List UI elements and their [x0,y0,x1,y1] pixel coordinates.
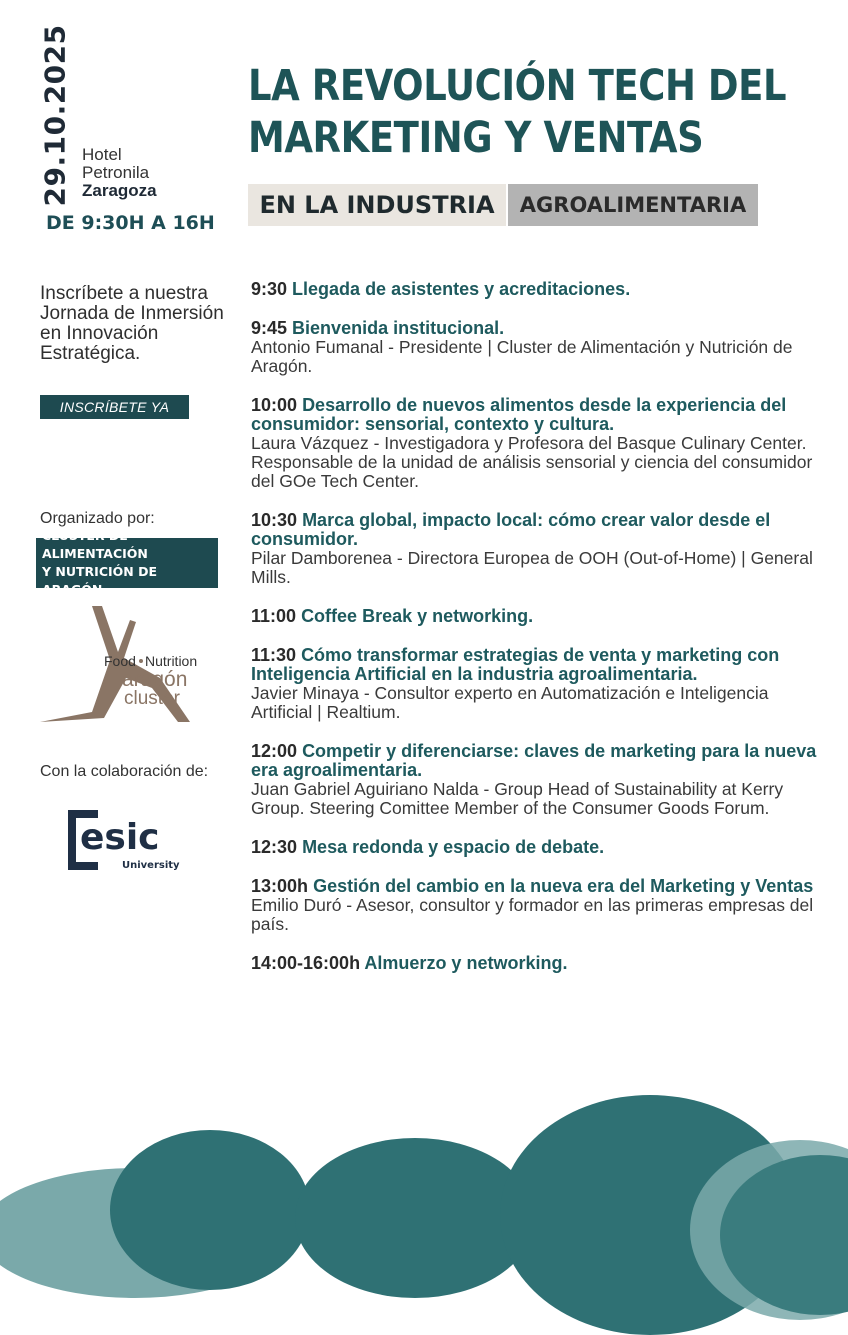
agenda-title: Gestión del cambio en la nueva era del Marketing y Ventas [313,876,814,896]
decor-circle-center [295,1138,535,1298]
agenda-title: Llegada de asistentes y acreditaciones. [292,279,631,299]
fn-logo-cluster: cluster [124,688,180,709]
esic-logo [66,806,186,876]
agenda-item [251,646,821,722]
agenda-item [251,511,821,587]
cluster-line-1: CLUSTER DE ALIMENTACIÓN [42,528,148,561]
agenda-desc: Javier Minaya - Consultor experto en Automatización e Inteligencia Artificial | Realtium. [251,683,769,722]
agenda-title: Competir y diferenciarse: claves de marketing para la nueva era agroalimentaria. [251,741,817,780]
agenda-item [251,954,821,973]
agenda-desc: Juan Gabriel Aguiriano Nalda - Group Head of Sustainability at Kerry Group. Steering Comittee Member of the Consumer Goods Forum. [251,779,784,818]
venue-line-3: Zaragoza [82,181,157,200]
event-date [30,24,80,210]
cluster-line-2: Y NUTRICIÓN DE ARAGÓN [42,564,157,597]
collaboration-label: Con la colaboración de: [40,763,209,780]
agenda-desc: Pilar Damborenea - Directora Europea de OOH (Out-of-Home) | General Mills. [251,548,813,587]
agenda-item [251,280,821,299]
agenda-time: 12:30 [251,837,298,857]
agenda-title: Desarrollo de nuevos alimentos desde la experiencia del consumidor: sensorial, contexto y cultura. [251,395,787,434]
agenda [251,280,821,993]
register-button[interactable]: INSCRÍBETE YA [40,395,189,419]
agenda-desc: Laura Vázquez - Investigadora y Profesora del Basque Culinary Center. Responsable de la unidad de análisis sensorial y ciencia del consumidor del GOe Tech Center. [251,433,813,491]
agenda-title: Coffee Break y networking. [301,606,534,626]
agenda-time: 13:00h [251,876,309,896]
agenda-time: 9:30 [251,279,288,299]
agenda-item [251,742,821,818]
agenda-title: Marca global, impacto local: cómo crear valor desde el consumidor. [251,510,771,549]
agenda-item [251,396,821,491]
fn-logo-aragon: aragón [122,668,188,691]
agenda-time: 14:00-16:00h [251,953,361,973]
page-title [248,60,787,164]
esic-subtitle: University [122,860,180,871]
subtitle-industry: EN LA INDUSTRIA [248,184,506,226]
event-date-text: 29.10.2025 [38,24,72,207]
venue-line-2: Petronila [82,163,150,182]
agenda-title: Almuerzo y networking. [364,953,568,973]
esic-wordmark: esic [80,817,160,858]
agenda-time: 10:30 [251,510,298,530]
event-hours: DE 9:30H A 16H [46,212,215,234]
agenda-title: Cómo transformar estrategias de venta y marketing con Inteligencia Artificial en la industria agroalimentaria. [251,645,780,684]
invite-text: Inscríbete a nuestra Jornada de Inmersión en Innovación Estratégica. [40,283,224,364]
fn-logo-food: Food [104,653,136,669]
fn-logo-dot [139,659,143,663]
subtitle-agro: AGROALIMENTARIA [508,184,758,226]
esic-bar-left [68,810,76,870]
agenda-time: 11:30 [251,645,297,665]
esic-bar-bottom [68,862,98,870]
agenda-time: 9:45 [251,318,288,338]
agenda-desc: Emilio Duró - Asesor, consultor y formador en las primeras empresas del país. [251,895,814,934]
decor-circle-left [110,1130,310,1290]
agenda-item [251,877,821,934]
title-line-2: MARKETING Y VENTAS [248,113,704,163]
agenda-time: 11:00 [251,606,297,626]
agenda-title: Mesa redonda y espacio de debate. [302,837,605,857]
agenda-item [251,838,821,857]
venue [82,146,157,200]
food-nutrition-logo [40,600,220,730]
agenda-desc: Antonio Fumanal - Presidente | Cluster de Alimentación y Nutrición de Aragón. [251,337,793,376]
agenda-item [251,319,821,376]
agenda-title: Bienvenida institucional. [292,318,505,338]
title-line-1: LA REVOLUCIÓN TECH DEL [248,61,787,111]
agenda-time: 10:00 [251,395,298,415]
agenda-item [251,607,821,626]
agenda-time: 12:00 [251,741,298,761]
organized-by-label: Organizado por: [40,510,155,527]
fn-logo-nutrition: Nutrition [145,653,198,669]
venue-line-1: Hotel [82,145,122,164]
cluster-logo-box [36,528,218,597]
